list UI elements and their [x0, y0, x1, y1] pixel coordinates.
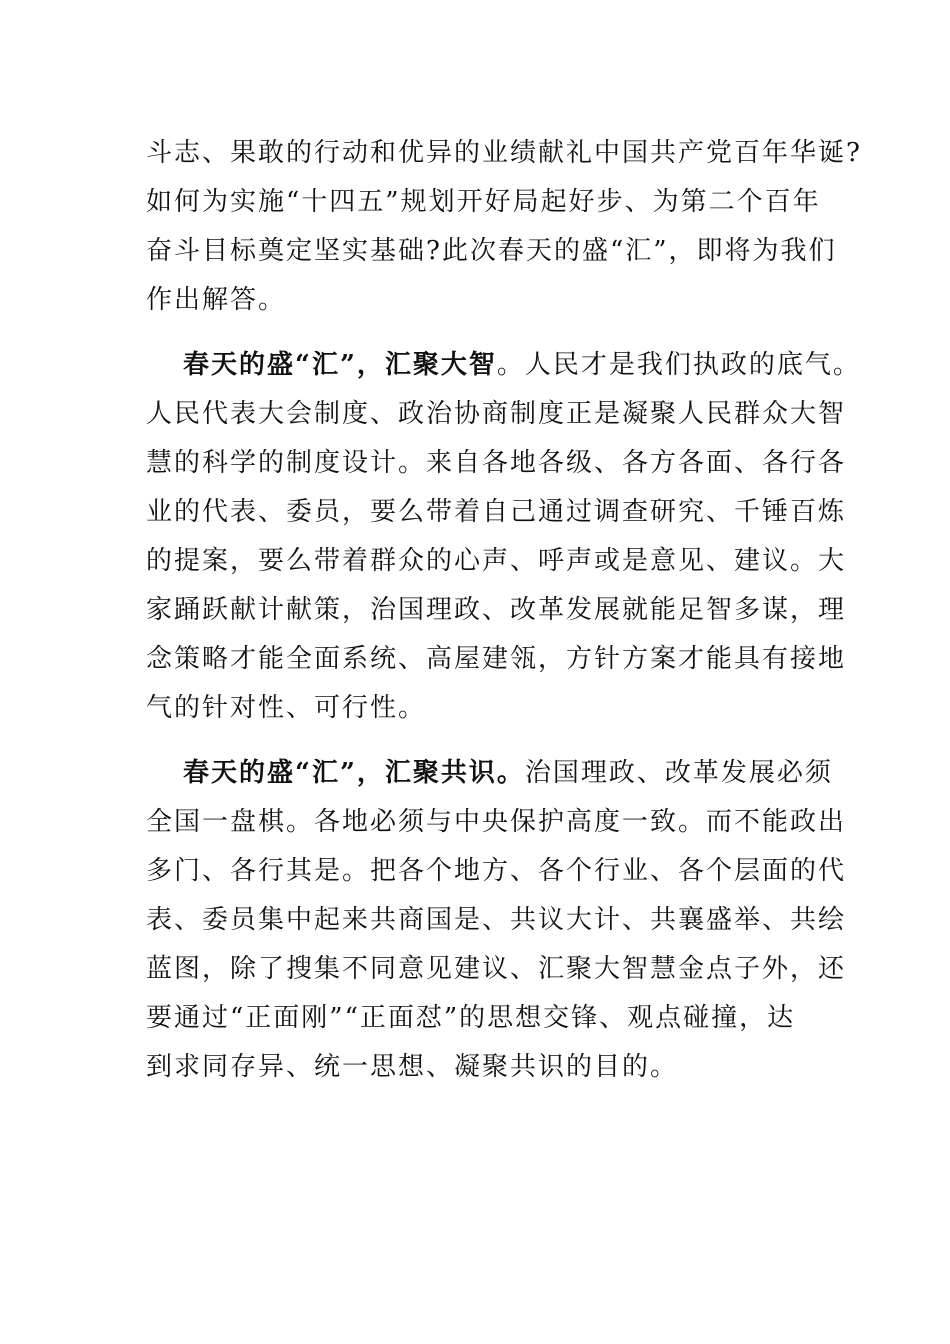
- paragraph-1-line-3: 奋斗目标奠定坚实基础?此次春天的盛“汇”，即将为我们: [146, 236, 837, 266]
- paragraph-3-line-7: 到求同存异、统一思想、凝聚共识的目的。: [146, 1052, 679, 1082]
- paragraph-3-line-4: 表、委员集中起来共商国是、共议大计、共襄盛举、共绘: [146, 905, 847, 935]
- paragraph-2-line-3: 慧的科学的制度设计。来自各地各级、各方各面、各行各: [146, 448, 847, 478]
- paragraph-1-line-4: 作出解答。: [146, 285, 287, 315]
- paragraph-2-line-8: 气的针对性、可行性。: [146, 693, 427, 723]
- paragraph-2-first-line-rest: 。人民才是我们执政的底气。: [496, 350, 861, 380]
- paragraph-3-line-1: [183, 753, 863, 793]
- paragraph-3-first-line-rest: 治国理政、改革发展必须: [524, 758, 833, 788]
- paragraph-3-line-3: 多门、各行其是。把各个地方、各个行业、各个层面的代: [146, 856, 847, 886]
- paragraph-2-line-7: 念策略才能全面系统、高屋建瓴，方针方案才能具有接地: [146, 644, 847, 674]
- paragraph-1-line-2: 如何为实施“十四五”规划开好局起好步、为第二个百年: [146, 187, 821, 217]
- paragraph-3-line-6: 要通过“正面刚”“正面怼”的思想交锋、观点碰撞，达: [146, 1003, 796, 1033]
- paragraph-2-line-5: 的提案，要么带着群众的心声、呼声或是意见、建议。大: [146, 546, 847, 576]
- paragraph-3-line-5: 蓝图，除了搜集不同意见建议、汇聚大智慧金点子外，还: [146, 954, 847, 984]
- paragraph-3-lead: 春天的盛“汇”，汇聚共识。: [183, 758, 525, 788]
- paragraph-2-line-4: 业的代表、委员，要么带着自己通过调查研究、千锤百炼: [146, 497, 847, 527]
- paragraph-2-line-6: 家踊跃献计献策，治国理政、改革发展就能足智多谋，理: [146, 595, 847, 625]
- paragraph-3-line-2: 全国一盘棋。各地必须与中央保护高度一致。而不能政出: [146, 807, 847, 837]
- paragraph-2-line-2: 人民代表大会制度、政治协商制度正是凝聚人民群众大智: [146, 399, 847, 429]
- paragraph-2-lead: 春天的盛“汇”，汇聚大智: [183, 350, 497, 380]
- paragraph-1-line-1: 斗志、果敢的行动和优异的业绩献礼中国共产党百年华诞?: [146, 138, 862, 168]
- paragraph-2-line-1: [183, 345, 863, 385]
